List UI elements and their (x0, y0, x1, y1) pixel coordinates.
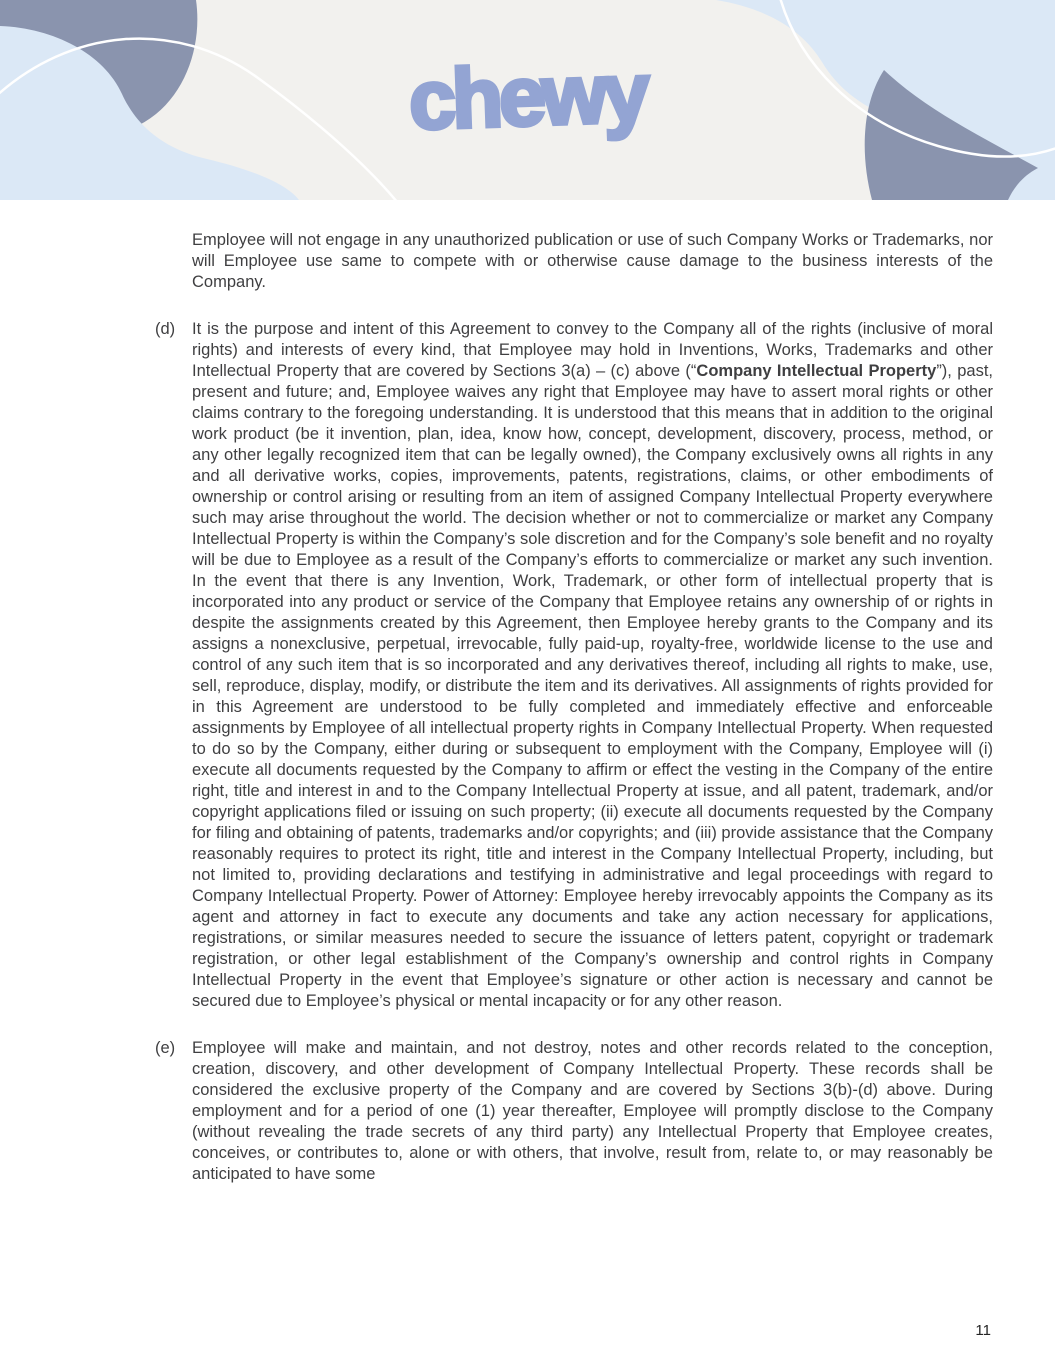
paragraph-intro-text: Employee will not engage in any unauthorized publication or use of such Company Works or Trademarks, nor will Employee use same to compete with or otherwise cause damage to the business interests of the Company. (192, 231, 993, 291)
page-number: 11 (975, 1322, 991, 1339)
paragraph-item-d (155, 319, 993, 1012)
item-e-label: (e) (155, 1039, 176, 1057)
chewy-logo-text: chewy (407, 44, 648, 148)
item-d-segment-2: ”), past, present and future; and, Employee waives any right that Employee may have to assert moral rights or other claims contrary to the foregoing understanding. It is understood that this means that in addition to the original work product (be it invention, plan, idea, know how, concept, development, discovery, process, method, or any other legally recognized item that can be legally owned), the Company exclusively owns all rights in any and all derivative works, copies, improvements, patents, registrations, claims, or other embodiments of ownership or control arising or resulting from an item of assigned Company Intellectual Property everywhere such may arise throughout the world. The decision whether or not to commercialize or market any Company Intellectual Property is within the Company’s sole discretion and for the Company’s sole benefit and no royalty will be due to Employee as a result of the Company’s efforts to commercialize or market any such invention. In the event that there is any Invention, Work, Trademark, or other form of intellectual property that is incorporated into any product or service of the Company that Employee retains any ownership of or rights in despite the assignments created by this Agreement, then Employee hereby grants to the Company and its assigns a nonexclusive, perpetual, irrevocable, fully paid-up, royalty-free, worldwide license to the use and control of any such item that is so incorporated and any derivatives thereof, including all rights to make, use, sell, reproduce, display, modify, or distribute the item and its derivatives. All assignments of rights provided for in this Agreement are understood to be fully completed and immediately effective and enforceable assignments by Employee of all intellectual property rights in Company Intellectual Property. When requested to do so by the Company, either during or subsequent to employment with the Company, Employee will (i) execute all documents requested by the Company to affirm or effect the vesting in the Company of the entire right, title and interest in and to the Company Intellectual Property at issue, and all patent, trademark, and/or copyright applications filed or issuing on such property; (ii) execute all documents requested by the Company for filing and obtaining of patents, trademarks and/or copyrights; and (iii) provide assistance that the Company reasonably requires to protect its right, title and interest in the Company Intellectual Property, including, but not limited to, providing declarations and testifying in administrative and legal proceedings with regard to Company Intellectual Property. Power of Attorney: Employee hereby irrevocably appoints the Company as its agent and attorney in fact to execute any documents and take any action necessary for applications, registrations, or similar measures needed to secure the issuance of letters patent, copyright or trademark registration, or other legal establishment of the Company’s ownership and control rights in Company Intellectual Property in the event that Employee’s signature or other action is necessary and cannot be secured due to Employee’s physical or mental incapacity or for any other reason. (192, 362, 993, 1010)
document-body (0, 200, 1055, 1185)
chewy-logo (0, 44, 1055, 148)
item-d-segment-1: It is the purpose and intent of this Agreement to convey to the Company all of the rights (inclusive of moral rights) and interests of every kind, that Employee may hold in Inventions, Works, Trademarks and other Intellectual Property that are covered by Sections 3(a) – (c) above (“ (192, 320, 993, 380)
item-d-label: (d) (155, 320, 176, 338)
paragraph-intro (155, 230, 993, 293)
item-e-text: Employee will make and maintain, and not destroy, notes and other records related to the conception, creation, discovery, and other development of Company Intellectual Property. These records shall be considered the exclusive property of the Company and are covered by Sections 3(b)-(d) above. During employment and for a period of one (1) year thereafter, Employee will promptly disclose to the Company (without revealing the trade secrets of any third party) any Intellectual Property that Employee creates, conceives, or contributes to, alone or with others, that involve, result from, relate to, or may reasonably be anticipated to have some (192, 1039, 993, 1183)
paragraph-item-e (155, 1038, 993, 1185)
item-d-text (192, 319, 993, 1012)
bold-defined-term: Company Intellectual Property (696, 362, 937, 380)
header-banner (0, 0, 1055, 200)
